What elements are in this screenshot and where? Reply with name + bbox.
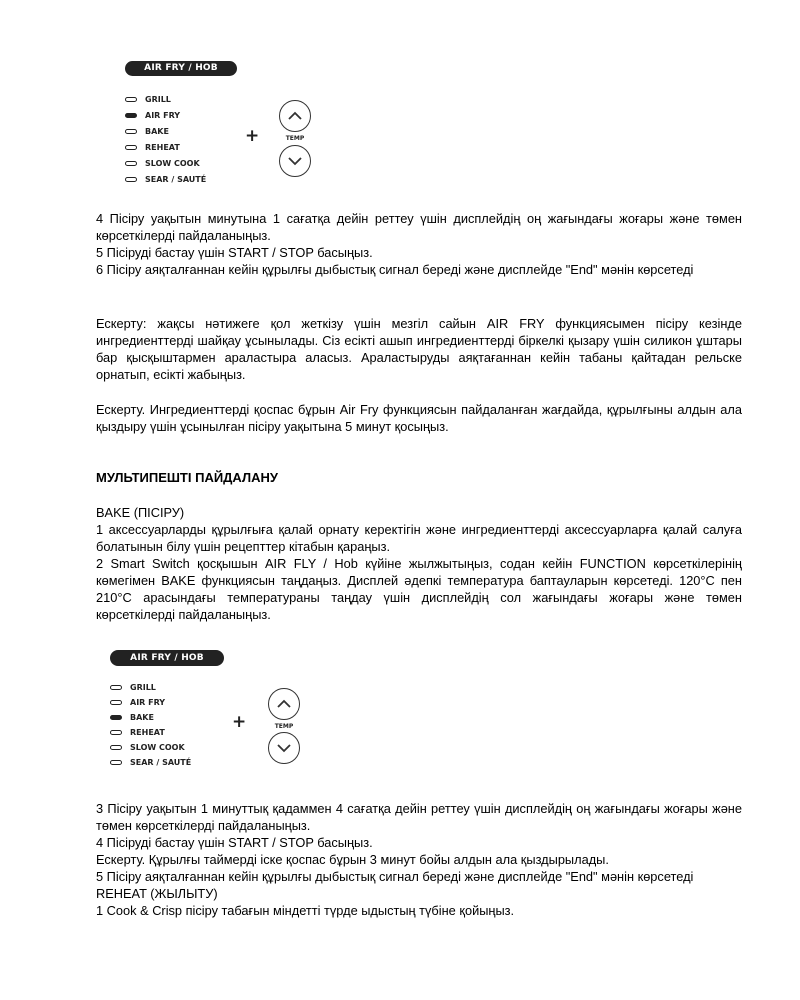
note-paragraph-2: Ескерту. Ингредиенттерді қоспас бұрын Air Fry функциясын пайдаланған жағдайда, құрылғыны алдын ала қыздыру үшін ұсынылған пісіру уақытына 5 минут қосыңыз.: [96, 402, 742, 434]
mode-item-air-fry: AIR FRY: [110, 695, 165, 709]
note-paragraph-1: Ескерту: жақсы нәтижеге қол жеткізу үшін мезгіл сайын AIR FRY функциясымен пісіру кезінде ингредиенттерді шайқау ұсынылады. Сіз есікті ашып ингредиенттерді біркелкі қызару үшін силикон ұштары бар қысқыштармен араластыра аласыз. Араластыруды аяқтағаннан кейін табаны қайтадан рельске орнатып, есікті жабыңыз.: [96, 316, 742, 382]
control-panel-diagram-2: [110, 648, 310, 778]
instruction-step: 5 Пісіруді бастау үшін START / STOP басыңыз.: [96, 245, 373, 260]
mode-item-bake: BAKE: [110, 710, 154, 724]
temp-down-button: [279, 145, 311, 177]
led-indicator: [125, 145, 137, 150]
chevron-up-icon: [276, 699, 292, 709]
mode-item-reheat: REHEAT: [110, 725, 165, 739]
temp-up-button: [279, 100, 311, 132]
instruction-step: 5 Пісіру аяқталғаннан кейін құрылғы дыбыстық сигнал береді және дисплейде "End" мәнін көрсетеді: [96, 869, 694, 884]
mode-subheading: BAKE (ПІСІРУ): [96, 505, 185, 520]
mode-item-slow-cook: SLOW COOK: [110, 740, 185, 754]
instructions-block-2: [96, 504, 742, 623]
instruction-step: 3 Пісіру уақытын 1 минуттық қадаммен 4 сағатқа дейін реттеу үшін дисплейдің оң жағындағы жоғары және төмен көрсеткілерді пайдаланыңыз.: [96, 801, 742, 833]
chevron-down-icon: [276, 743, 292, 753]
section-heading: МУЛЬТИПЕШТІ ПАЙДАЛАНУ: [96, 470, 278, 485]
chevron-down-icon: [287, 156, 303, 166]
led-indicator: [110, 760, 122, 765]
led-indicator: [110, 685, 122, 690]
instruction-step: 2 Smart Switch қосқышын AIR FLY / Hob күйіне жылжытыңыз, содан кейін FUNCTION көрсеткілерінің көмегімен BAKE функциясын таңдаңыз. Дисплей әдепкі температура баптауларын көрсетеді. 120°C пен 210°C арасындағы температураны таңдау үшін дисплейдің сол жағындағы жоғары және төмен көрсеткілерді пайдаланыңыз.: [96, 556, 742, 622]
led-indicator: [125, 177, 137, 182]
led-indicator-active: [125, 113, 137, 118]
instruction-step: 4 Пісіруді бастау үшін START / STOP басыңыз.: [96, 835, 373, 850]
control-panel-diagram-1: [125, 60, 325, 190]
temp-up-button: [268, 688, 300, 720]
plus-icon: +: [245, 126, 260, 146]
instruction-step: 6 Пісіру аяқталғаннан кейін құрылғы дыбыстық сигнал береді және дисплейде "End" мәнін көрсетеді: [96, 262, 694, 277]
mode-header-pill: AIR FRY / HOB: [125, 61, 237, 76]
led-indicator: [125, 161, 137, 166]
instruction-step: 1 Cook & Crisp пісіру табағын міндетті түрде ыдыстың түбіне қойыңыз.: [96, 903, 515, 918]
mode-item-air-fry: AIR FRY: [125, 108, 180, 122]
mode-item-reheat: REHEAT: [125, 140, 180, 154]
led-indicator-active: [110, 715, 122, 720]
led-indicator: [125, 129, 137, 134]
chevron-up-icon: [287, 111, 303, 121]
mode-item-grill: GRILL: [125, 92, 171, 106]
mode-item-slow-cook: SLOW COOK: [125, 156, 200, 170]
mode-item-grill: GRILL: [110, 680, 156, 694]
mode-item-bake: BAKE: [125, 124, 169, 138]
mode-subheading: REHEAT (ЖЫЛЫТУ): [96, 886, 218, 901]
note-line: Ескерту. Құрылғы таймерді іске қоспас бұрын 3 минут бойы алдын ала қыздырылады.: [96, 852, 609, 867]
temp-label: TEMP: [274, 723, 294, 730]
led-indicator: [110, 700, 122, 705]
mode-item-sear-saute: SEAR / SAUTÉ: [110, 755, 191, 769]
led-indicator: [110, 745, 122, 750]
instruction-step: 4 Пісіру уақытын минутына 1 сағатқа дейін реттеу үшін дисплейдің оң жағындағы жоғары және төмен көрсеткілерді пайдаланыңыз.: [96, 211, 742, 243]
instructions-block-1: [96, 210, 742, 278]
instruction-step: 1 аксессуарларды құрылғыға қалай орнату керектігін және ингредиенттерді аксессуарларға қалай салуға болатынын білу үшін рецепттер кітабын қараңыз.: [96, 522, 742, 554]
plus-icon: +: [232, 712, 247, 732]
led-indicator: [110, 730, 122, 735]
mode-item-sear-saute: SEAR / SAUTÉ: [125, 172, 206, 186]
temp-label: TEMP: [285, 135, 305, 142]
instructions-block-3: [96, 800, 742, 919]
temp-down-button: [268, 732, 300, 764]
led-indicator: [125, 97, 137, 102]
mode-header-pill: AIR FRY / HOB: [110, 650, 224, 666]
